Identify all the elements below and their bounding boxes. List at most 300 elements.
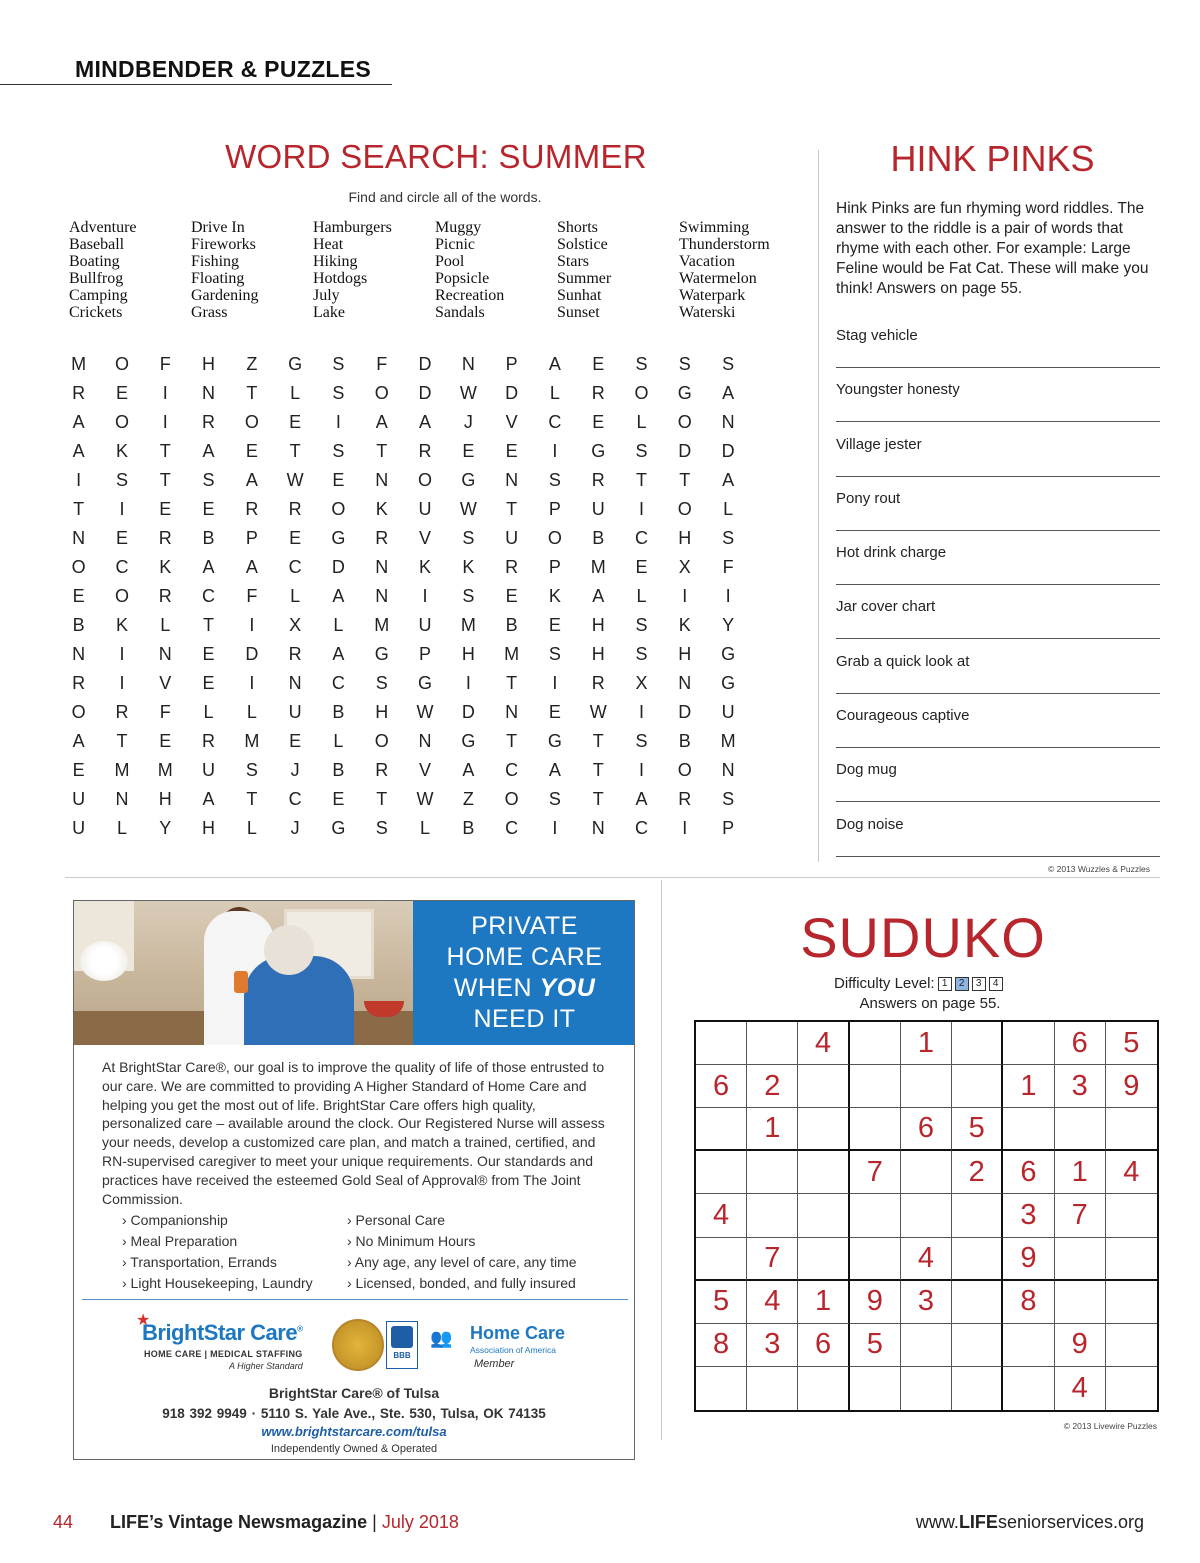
word-search-letter[interactable]: B bbox=[332, 760, 345, 780]
word-search-letter[interactable]: D bbox=[331, 557, 345, 577]
word-search-letter[interactable]: C bbox=[548, 412, 562, 432]
word-search-letter[interactable]: L bbox=[549, 383, 560, 403]
sudoku-cell[interactable] bbox=[798, 1194, 849, 1237]
word-search-letter[interactable]: I bbox=[162, 412, 168, 432]
word-search-letter[interactable]: K bbox=[115, 615, 128, 635]
word-search-letter[interactable]: S bbox=[548, 789, 561, 809]
sudoku-cell[interactable]: 2 bbox=[747, 1065, 798, 1108]
sudoku-cell[interactable] bbox=[696, 1022, 747, 1065]
word-search-letter[interactable]: A bbox=[332, 586, 345, 606]
word-search-letter[interactable]: I bbox=[682, 586, 688, 606]
answer-line[interactable] bbox=[836, 584, 1160, 585]
word-search-letter[interactable]: C bbox=[115, 557, 129, 577]
word-search-letter[interactable]: E bbox=[548, 702, 561, 722]
sudoku-cell[interactable] bbox=[1106, 1194, 1157, 1237]
word-search-letter[interactable]: I bbox=[639, 499, 645, 519]
word-search-letter[interactable]: U bbox=[418, 615, 432, 635]
word-search-letter[interactable]: G bbox=[418, 673, 433, 693]
word-search-letter[interactable]: K bbox=[462, 557, 475, 577]
sudoku-cell[interactable]: 4 bbox=[901, 1238, 952, 1281]
sudoku-cell[interactable] bbox=[952, 1367, 1003, 1410]
word-search-letter[interactable]: S bbox=[245, 760, 258, 780]
sudoku-cell[interactable]: 7 bbox=[850, 1151, 901, 1194]
word-search-letter[interactable]: C bbox=[635, 818, 648, 838]
word-search-letter[interactable]: W bbox=[286, 470, 304, 490]
word-search-letter[interactable]: N bbox=[72, 644, 86, 664]
sudoku-cell[interactable] bbox=[1106, 1281, 1157, 1324]
sudoku-cell[interactable]: 1 bbox=[1003, 1065, 1054, 1108]
word-search-letter[interactable]: E bbox=[332, 789, 345, 809]
sudoku-cell[interactable] bbox=[1003, 1367, 1054, 1410]
word-search-letter[interactable]: R bbox=[202, 412, 216, 432]
word-search-letter[interactable]: T bbox=[636, 470, 647, 490]
word-search-letter[interactable]: N bbox=[375, 557, 389, 577]
word-search-letter[interactable]: W bbox=[459, 499, 477, 519]
word-search-letter[interactable]: M bbox=[720, 731, 736, 751]
word-search-letter[interactable]: A bbox=[722, 383, 735, 403]
word-search-letter[interactable]: A bbox=[245, 470, 258, 490]
word-search-letter[interactable]: S bbox=[332, 354, 345, 374]
sudoku-cell[interactable] bbox=[850, 1065, 901, 1108]
word-search-letter[interactable]: O bbox=[71, 702, 86, 722]
word-search-letter[interactable]: T bbox=[73, 499, 85, 519]
word-search-letter[interactable]: M bbox=[157, 760, 173, 780]
word-search-letter[interactable]: A bbox=[419, 412, 432, 432]
word-search-letter[interactable]: I bbox=[249, 615, 255, 635]
sudoku-cell[interactable] bbox=[952, 1065, 1003, 1108]
word-search-letter[interactable]: N bbox=[505, 702, 519, 722]
word-search-letter[interactable]: E bbox=[202, 499, 215, 519]
word-search-letter[interactable]: D bbox=[678, 441, 692, 461]
word-search-letter[interactable]: R bbox=[72, 383, 86, 403]
word-search-letter[interactable]: R bbox=[591, 673, 605, 693]
word-search-letter[interactable]: N bbox=[288, 673, 302, 693]
answer-line[interactable] bbox=[836, 693, 1160, 694]
word-search-letter[interactable]: O bbox=[677, 412, 692, 432]
word-search-letter[interactable]: I bbox=[335, 412, 341, 432]
word-search-letter[interactable]: S bbox=[635, 731, 648, 751]
word-search-letter[interactable]: A bbox=[72, 441, 85, 461]
word-search-letter[interactable]: D bbox=[721, 441, 735, 461]
sudoku-cell[interactable]: 6 bbox=[1003, 1151, 1054, 1194]
word-search-letter[interactable]: N bbox=[115, 789, 129, 809]
word-search-letter[interactable]: U bbox=[505, 528, 519, 548]
word-search-letter[interactable]: L bbox=[636, 586, 647, 606]
word-search-letter[interactable]: E bbox=[635, 557, 648, 577]
word-search-letter[interactable]: A bbox=[635, 789, 648, 809]
word-search-letter[interactable]: G bbox=[374, 644, 389, 664]
word-search-letter[interactable]: O bbox=[71, 557, 86, 577]
word-search-letter[interactable]: C bbox=[635, 528, 648, 548]
sudoku-cell[interactable]: 2 bbox=[952, 1151, 1003, 1194]
word-search-letter[interactable]: T bbox=[203, 615, 215, 635]
word-search-letter[interactable]: D bbox=[505, 383, 519, 403]
sudoku-cell[interactable] bbox=[798, 1065, 849, 1108]
word-search-letter[interactable]: R bbox=[591, 383, 605, 403]
sudoku-cell[interactable] bbox=[850, 1367, 901, 1410]
word-search-letter[interactable]: P bbox=[548, 557, 561, 577]
word-search-letter[interactable]: A bbox=[202, 789, 215, 809]
word-search-letter[interactable]: L bbox=[246, 818, 257, 838]
word-search-letter[interactable]: A bbox=[72, 731, 85, 751]
word-search-letter[interactable]: R bbox=[375, 760, 389, 780]
word-search-letter[interactable]: R bbox=[158, 586, 172, 606]
word-search-letter[interactable]: N bbox=[721, 760, 735, 780]
word-search-letter[interactable]: Y bbox=[722, 615, 735, 635]
sudoku-cell[interactable]: 1 bbox=[798, 1281, 849, 1324]
word-search-letter[interactable]: R bbox=[375, 528, 389, 548]
sudoku-cell[interactable]: 4 bbox=[798, 1022, 849, 1065]
word-search-letter[interactable]: E bbox=[115, 528, 128, 548]
word-search-letter[interactable]: D bbox=[678, 702, 692, 722]
word-search-letter[interactable]: U bbox=[288, 702, 302, 722]
sudoku-cell[interactable]: 3 bbox=[1003, 1194, 1054, 1237]
word-search-letter[interactable]: X bbox=[289, 615, 302, 635]
word-search-letter[interactable]: P bbox=[505, 354, 518, 374]
word-search-letter[interactable]: U bbox=[72, 789, 86, 809]
word-search-letter[interactable]: H bbox=[158, 789, 172, 809]
word-search-letter[interactable]: E bbox=[159, 499, 172, 519]
word-search-letter[interactable]: T bbox=[116, 731, 128, 751]
word-search-letter[interactable]: A bbox=[375, 412, 388, 432]
word-search-letter[interactable]: O bbox=[677, 760, 692, 780]
ad-website-link[interactable]: www.brightstarcare.com/tulsa bbox=[261, 1424, 447, 1439]
word-search-letter[interactable]: M bbox=[374, 615, 390, 635]
word-search-letter[interactable]: C bbox=[505, 818, 519, 838]
word-search-letter[interactable]: L bbox=[116, 818, 127, 838]
word-search-letter[interactable]: L bbox=[203, 702, 214, 722]
sudoku-cell[interactable]: 1 bbox=[747, 1108, 798, 1151]
word-search-letter[interactable]: T bbox=[246, 789, 258, 809]
sudoku-cell[interactable]: 8 bbox=[696, 1324, 747, 1367]
sudoku-cell[interactable] bbox=[798, 1151, 849, 1194]
word-search-letter[interactable]: H bbox=[678, 528, 692, 548]
sudoku-cell[interactable]: 6 bbox=[696, 1065, 747, 1108]
footer-website-link[interactable]: www.LIFEseniorservices.org bbox=[915, 1512, 1144, 1532]
word-search-letter[interactable]: U bbox=[202, 760, 216, 780]
word-search-letter[interactable]: G bbox=[288, 354, 303, 374]
sudoku-cell[interactable] bbox=[747, 1194, 798, 1237]
sudoku-cell[interactable] bbox=[1106, 1324, 1157, 1367]
answer-line[interactable] bbox=[836, 747, 1160, 748]
sudoku-cell[interactable]: 1 bbox=[1055, 1151, 1106, 1194]
sudoku-cell[interactable]: 5 bbox=[696, 1281, 747, 1324]
word-search-letter[interactable]: I bbox=[552, 441, 558, 461]
word-search-letter[interactable]: V bbox=[505, 412, 518, 432]
word-search-letter[interactable]: E bbox=[289, 528, 302, 548]
word-search-letter[interactable]: K bbox=[375, 499, 388, 519]
word-search-letter[interactable]: A bbox=[722, 470, 735, 490]
word-search-letter[interactable]: A bbox=[548, 354, 561, 374]
word-search-letter[interactable]: G bbox=[461, 470, 476, 490]
word-search-letter[interactable]: W bbox=[459, 383, 477, 403]
word-search-letter[interactable]: G bbox=[721, 644, 736, 664]
word-search-letter[interactable]: C bbox=[505, 760, 519, 780]
word-search-letter[interactable]: T bbox=[506, 673, 518, 693]
word-search-letter[interactable]: Z bbox=[462, 789, 474, 809]
word-search-letter[interactable]: R bbox=[288, 499, 302, 519]
word-search-letter[interactable]: S bbox=[635, 644, 648, 664]
word-search-letter[interactable]: E bbox=[289, 412, 302, 432]
word-search-letter[interactable]: E bbox=[202, 673, 215, 693]
word-search-letter[interactable]: S bbox=[115, 470, 128, 490]
word-search-letter[interactable]: T bbox=[592, 789, 604, 809]
sudoku-cell[interactable]: 5 bbox=[1106, 1022, 1157, 1065]
word-search-letter[interactable]: E bbox=[505, 441, 518, 461]
sudoku-cell[interactable] bbox=[952, 1194, 1003, 1237]
word-search-letter[interactable]: L bbox=[420, 818, 431, 838]
word-search-letter[interactable]: O bbox=[547, 528, 562, 548]
word-search-letter[interactable]: H bbox=[202, 354, 216, 374]
word-search-letter[interactable]: H bbox=[375, 702, 389, 722]
word-search-letter[interactable]: I bbox=[76, 470, 82, 490]
word-search-letter[interactable]: T bbox=[506, 499, 518, 519]
word-search-letter[interactable]: I bbox=[119, 673, 125, 693]
word-search-letter[interactable]: T bbox=[159, 441, 171, 461]
sudoku-cell[interactable]: 6 bbox=[1055, 1022, 1106, 1065]
word-search-letter[interactable]: O bbox=[114, 412, 129, 432]
sudoku-cell[interactable]: 9 bbox=[1003, 1238, 1054, 1281]
sudoku-cell[interactable]: 3 bbox=[1055, 1065, 1106, 1108]
word-search-letter[interactable]: U bbox=[72, 818, 86, 838]
sudoku-cell[interactable] bbox=[850, 1238, 901, 1281]
word-search-letter[interactable]: I bbox=[119, 644, 125, 664]
word-search-letter[interactable]: S bbox=[635, 441, 648, 461]
answer-line[interactable] bbox=[836, 801, 1160, 802]
word-search-letter[interactable]: Z bbox=[246, 354, 258, 374]
word-search-letter[interactable]: R bbox=[418, 441, 432, 461]
answer-line[interactable] bbox=[836, 638, 1160, 639]
word-search-letter[interactable]: N bbox=[721, 412, 735, 432]
word-search-letter[interactable]: F bbox=[159, 354, 171, 374]
word-search-letter[interactable]: I bbox=[119, 499, 125, 519]
word-search-letter[interactable]: S bbox=[375, 673, 388, 693]
word-search-letter[interactable]: L bbox=[333, 731, 344, 751]
word-search-letter[interactable]: R bbox=[591, 470, 605, 490]
word-search-letter[interactable]: C bbox=[331, 673, 345, 693]
word-search-letter[interactable]: G bbox=[677, 383, 692, 403]
word-search-letter[interactable]: M bbox=[71, 354, 87, 374]
sudoku-cell[interactable] bbox=[696, 1108, 747, 1151]
word-search-letter[interactable]: W bbox=[589, 702, 607, 722]
sudoku-cell[interactable] bbox=[850, 1022, 901, 1065]
word-search-letter[interactable]: S bbox=[548, 644, 561, 664]
sudoku-cell[interactable]: 4 bbox=[1106, 1151, 1157, 1194]
word-search-letter[interactable]: I bbox=[552, 818, 558, 838]
word-search-letter[interactable]: O bbox=[418, 470, 433, 490]
word-search-letter[interactable]: S bbox=[722, 528, 735, 548]
sudoku-cell[interactable]: 3 bbox=[901, 1281, 952, 1324]
word-search-letter[interactable]: O bbox=[331, 499, 346, 519]
word-search-letter[interactable]: E bbox=[289, 731, 302, 751]
word-search-letter[interactable]: S bbox=[332, 441, 345, 461]
word-search-letter[interactable]: X bbox=[635, 673, 648, 693]
sudoku-cell[interactable] bbox=[1003, 1022, 1054, 1065]
sudoku-cell[interactable] bbox=[901, 1065, 952, 1108]
word-search-letter[interactable]: B bbox=[332, 702, 345, 722]
word-search-letter[interactable]: S bbox=[375, 818, 388, 838]
word-search-letter[interactable]: C bbox=[288, 789, 302, 809]
word-search-letter[interactable]: M bbox=[114, 760, 130, 780]
word-search-letter[interactable]: H bbox=[591, 615, 605, 635]
sudoku-cell[interactable]: 5 bbox=[952, 1108, 1003, 1151]
word-search-letter[interactable]: R bbox=[245, 499, 259, 519]
word-search-letter[interactable]: U bbox=[418, 499, 432, 519]
word-search-letter[interactable]: M bbox=[460, 615, 476, 635]
word-search-letter[interactable]: R bbox=[202, 731, 216, 751]
word-search-letter[interactable]: N bbox=[158, 644, 172, 664]
word-search-letter[interactable]: O bbox=[634, 383, 649, 403]
word-search-letter[interactable]: X bbox=[678, 557, 691, 577]
word-search-letter[interactable]: S bbox=[202, 470, 215, 490]
word-search-letter[interactable]: O bbox=[244, 412, 259, 432]
word-search-letter[interactable]: E bbox=[159, 731, 172, 751]
word-search-letter[interactable]: T bbox=[592, 760, 604, 780]
word-search-letter[interactable]: F bbox=[376, 354, 388, 374]
word-search-letter[interactable]: L bbox=[290, 383, 301, 403]
word-search-letter[interactable]: O bbox=[504, 789, 519, 809]
word-search-letter[interactable]: V bbox=[419, 760, 432, 780]
word-search-letter[interactable]: A bbox=[202, 441, 215, 461]
word-search-letter[interactable]: V bbox=[419, 528, 432, 548]
answer-line[interactable] bbox=[836, 856, 1160, 857]
word-search-letter[interactable]: H bbox=[591, 644, 605, 664]
word-search-letter[interactable]: I bbox=[725, 586, 731, 606]
word-search-letter[interactable]: E bbox=[72, 760, 85, 780]
word-search-letter[interactable]: S bbox=[332, 383, 345, 403]
sudoku-cell[interactable]: 4 bbox=[747, 1281, 798, 1324]
word-search-letter[interactable]: M bbox=[504, 644, 520, 664]
word-search-letter[interactable]: S bbox=[462, 586, 475, 606]
word-search-letter[interactable]: N bbox=[202, 383, 216, 403]
word-search-letter[interactable]: E bbox=[592, 412, 605, 432]
word-search-letter[interactable]: K bbox=[678, 615, 691, 635]
sudoku-cell[interactable] bbox=[747, 1022, 798, 1065]
word-search-letter[interactable]: O bbox=[677, 499, 692, 519]
word-search-letter[interactable]: L bbox=[636, 412, 647, 432]
word-search-letter[interactable]: B bbox=[462, 818, 475, 838]
sudoku-cell[interactable]: 6 bbox=[798, 1324, 849, 1367]
word-search-letter[interactable]: P bbox=[245, 528, 258, 548]
word-search-letter[interactable]: A bbox=[332, 644, 345, 664]
word-search-letter[interactable]: I bbox=[162, 383, 168, 403]
answer-line[interactable] bbox=[836, 530, 1160, 531]
word-search-letter[interactable]: G bbox=[331, 818, 346, 838]
sudoku-cell[interactable] bbox=[901, 1194, 952, 1237]
word-search-letter[interactable]: D bbox=[418, 354, 432, 374]
word-search-letter[interactable]: W bbox=[416, 702, 434, 722]
word-search-letter[interactable]: U bbox=[721, 702, 735, 722]
word-search-letter[interactable]: N bbox=[375, 470, 389, 490]
word-search-letter[interactable]: S bbox=[462, 528, 475, 548]
word-search-letter[interactable]: K bbox=[548, 586, 561, 606]
sudoku-cell[interactable]: 7 bbox=[1055, 1194, 1106, 1237]
word-search-letter[interactable]: T bbox=[159, 470, 171, 490]
word-search-letter[interactable]: A bbox=[548, 760, 561, 780]
word-search-letter[interactable]: L bbox=[333, 615, 344, 635]
word-search-letter[interactable]: I bbox=[639, 702, 645, 722]
sudoku-cell[interactable] bbox=[1106, 1108, 1157, 1151]
word-search-letter[interactable]: A bbox=[462, 760, 475, 780]
word-search-letter[interactable]: Y bbox=[159, 818, 172, 838]
word-search-letter[interactable]: A bbox=[245, 557, 258, 577]
word-search-letter[interactable]: F bbox=[722, 557, 734, 577]
word-search-letter[interactable]: R bbox=[505, 557, 519, 577]
word-search-letter[interactable]: R bbox=[288, 644, 302, 664]
word-search-letter[interactable]: O bbox=[374, 731, 389, 751]
word-search-letter[interactable]: I bbox=[639, 760, 645, 780]
word-search-letter[interactable]: I bbox=[682, 818, 688, 838]
word-search-letter[interactable]: E bbox=[245, 441, 258, 461]
word-search-letter[interactable]: T bbox=[506, 731, 518, 751]
sudoku-cell[interactable] bbox=[952, 1281, 1003, 1324]
sudoku-cell[interactable] bbox=[1003, 1324, 1054, 1367]
word-search-letter[interactable]: N bbox=[461, 354, 475, 374]
sudoku-cell[interactable] bbox=[798, 1108, 849, 1151]
sudoku-cell[interactable] bbox=[1055, 1108, 1106, 1151]
sudoku-cell[interactable]: 1 bbox=[901, 1022, 952, 1065]
word-search-letter[interactable]: P bbox=[548, 499, 561, 519]
word-search-letter[interactable]: F bbox=[246, 586, 258, 606]
word-search-letter[interactable]: D bbox=[461, 702, 475, 722]
word-search-letter[interactable]: E bbox=[505, 586, 518, 606]
word-search-letter[interactable]: I bbox=[552, 673, 558, 693]
word-search-letter[interactable]: T bbox=[679, 470, 691, 490]
sudoku-cell[interactable]: 5 bbox=[850, 1324, 901, 1367]
word-search-letter[interactable]: P bbox=[419, 644, 432, 664]
sudoku-cell[interactable] bbox=[850, 1108, 901, 1151]
sudoku-cell[interactable] bbox=[696, 1151, 747, 1194]
sudoku-cell[interactable]: 9 bbox=[850, 1281, 901, 1324]
word-search-letter[interactable]: J bbox=[290, 760, 300, 780]
word-search-letter[interactable]: K bbox=[159, 557, 172, 577]
sudoku-cell[interactable]: 9 bbox=[1106, 1065, 1157, 1108]
word-search-letter[interactable]: S bbox=[678, 354, 691, 374]
word-search-letter[interactable]: G bbox=[721, 673, 736, 693]
sudoku-cell[interactable]: 6 bbox=[901, 1108, 952, 1151]
word-search-letter[interactable]: R bbox=[678, 789, 692, 809]
word-search-letter[interactable]: R bbox=[72, 673, 86, 693]
sudoku-cell[interactable] bbox=[696, 1367, 747, 1410]
sudoku-cell[interactable]: 9 bbox=[1055, 1324, 1106, 1367]
word-search-letter[interactable]: N bbox=[678, 673, 692, 693]
word-search-letter[interactable]: L bbox=[290, 586, 301, 606]
word-search-letter[interactable]: T bbox=[376, 441, 388, 461]
word-search-letter[interactable]: J bbox=[463, 412, 473, 432]
word-search-letter[interactable]: I bbox=[249, 673, 255, 693]
word-search-letter[interactable]: E bbox=[72, 586, 85, 606]
word-search-letter[interactable]: C bbox=[288, 557, 302, 577]
word-search-letter[interactable]: B bbox=[202, 528, 215, 548]
sudoku-cell[interactable] bbox=[850, 1194, 901, 1237]
word-search-letter[interactable]: J bbox=[290, 818, 300, 838]
word-search-letter[interactable]: E bbox=[332, 470, 345, 490]
word-search-letter[interactable]: R bbox=[115, 702, 129, 722]
word-search-letter[interactable]: M bbox=[590, 557, 606, 577]
word-search-letter[interactable]: T bbox=[246, 383, 258, 403]
word-search-letter[interactable]: N bbox=[505, 470, 519, 490]
word-search-letter[interactable]: L bbox=[160, 615, 171, 635]
word-search-letter[interactable]: P bbox=[722, 818, 735, 838]
word-search-letter[interactable]: E bbox=[462, 441, 475, 461]
word-search-letter[interactable]: I bbox=[465, 673, 471, 693]
word-search-letter[interactable]: O bbox=[114, 354, 129, 374]
word-search-letter[interactable]: L bbox=[723, 499, 734, 519]
sudoku-cell[interactable] bbox=[1106, 1367, 1157, 1410]
word-search-letter[interactable]: H bbox=[202, 818, 216, 838]
word-search-letter[interactable]: A bbox=[202, 557, 215, 577]
word-search-letter[interactable]: D bbox=[418, 383, 432, 403]
